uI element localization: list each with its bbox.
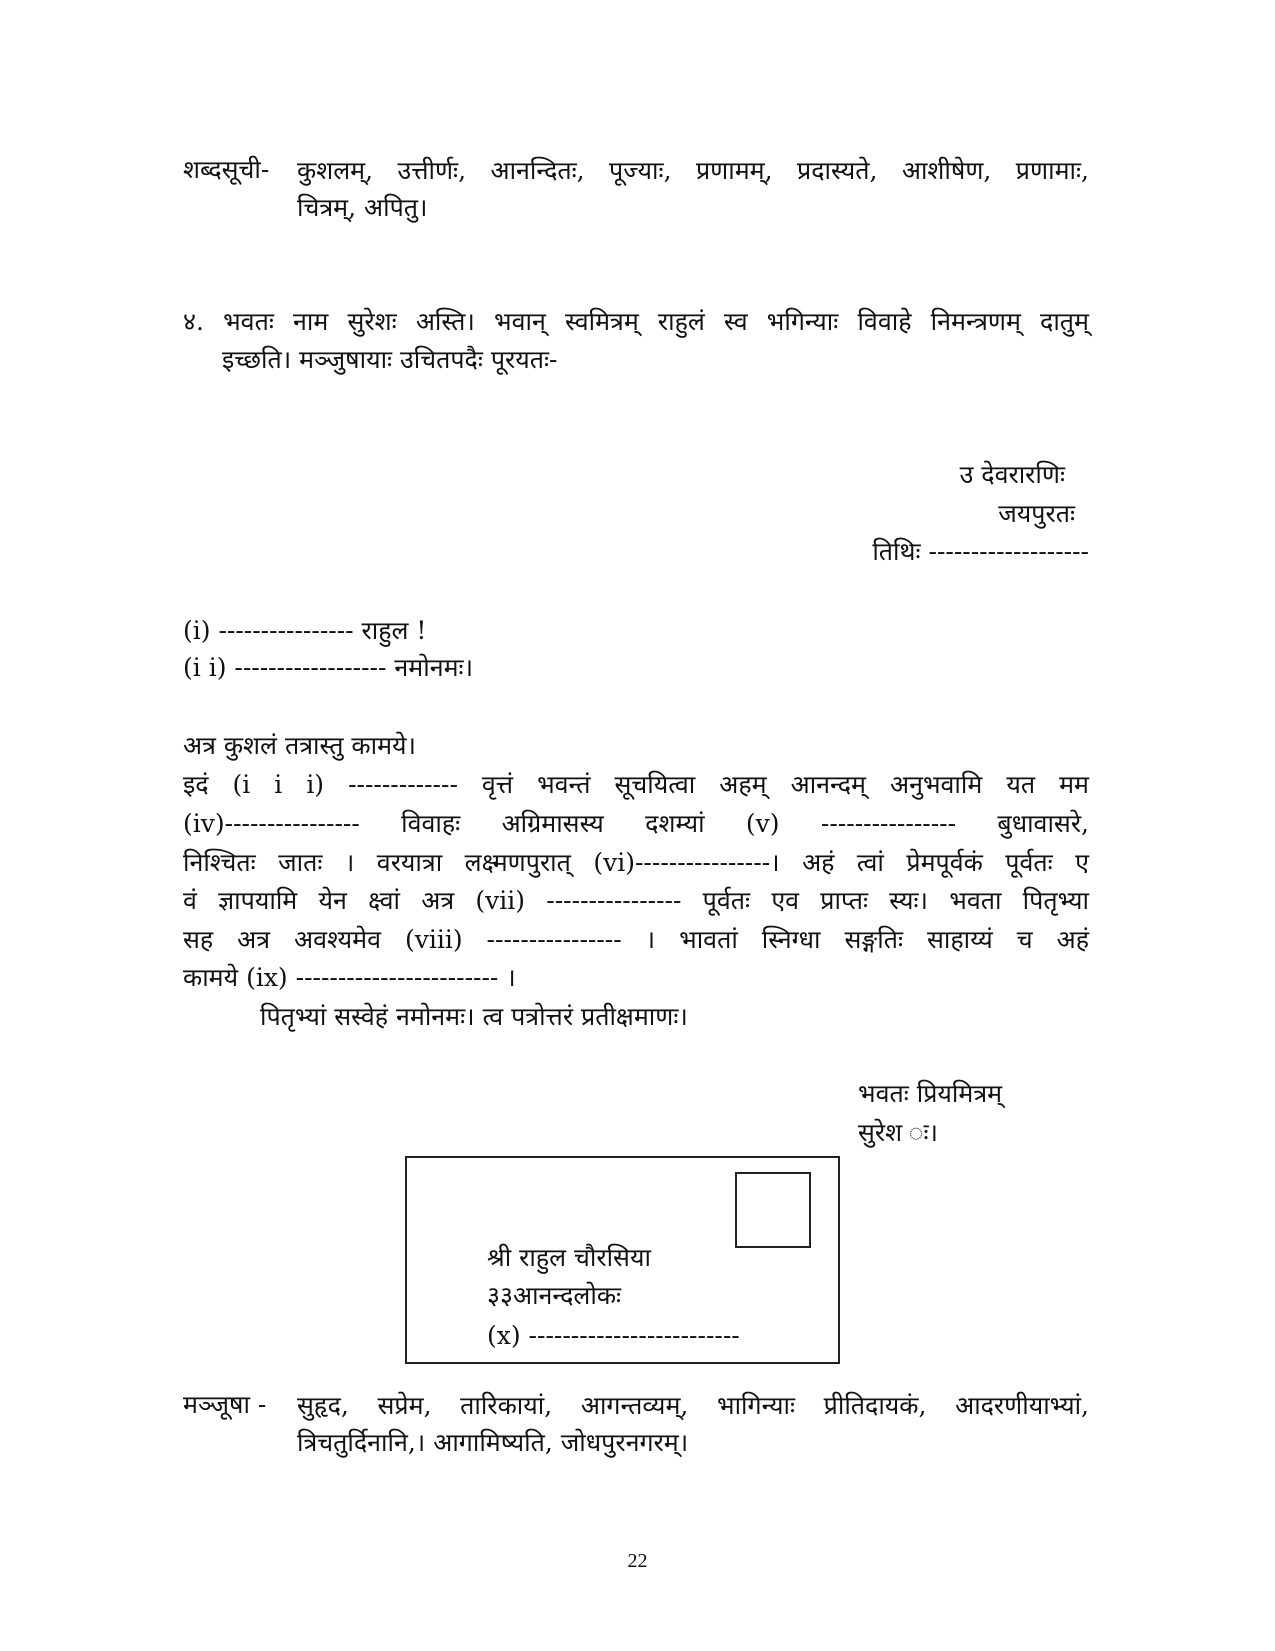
body-line-1: इदं (i i i) ------------- वृत्तं भवन्तं सूचयित्वा अहम् आनन्दम् अनुभवामि यत मम <box>183 770 1089 799</box>
envelope-address: ३३आनन्दलोकः <box>487 1281 622 1310</box>
question-line-1: ४. भवतः नाम सुरेशः अस्ति। भवान् स्वमित्रम् राहुलं स्व भगिन्याः विवाहे निमन्त्रणम् दातुम् <box>183 307 1089 336</box>
word-box-line-2: त्रिचतुर्दिनानि,। आगामिष्यति, जोधपुरनगरम्। <box>297 1428 689 1457</box>
word-box-line-1: सुहृद, सप्रेम, तारिकायां, आगन्तव्यम्, भागिन्याः प्रीतिदायकं, आदरणीयाभ्यां, <box>297 1391 1089 1420</box>
body-last-line: कामये (ix) ------------------------ । <box>183 963 516 992</box>
envelope <box>405 1156 840 1364</box>
wordlist-line-1: कुशलम्, उत्तीर्णः, आनन्दितः, पूज्याः, प्रणामम्, प्रदास्यते, आशीषेण, प्रणामाः, <box>297 156 1089 185</box>
salutation-line-2: (i i) ------------------ नमोनमः। <box>183 653 474 682</box>
body-line-4: वं ज्ञापयामि येन क्ष्वां अत्र (vii) ---------------- पूर्वतः एव प्राप्तः स्यः। भवता पितृभ्या <box>183 886 1089 915</box>
letter-date: तिथिः ------------------- <box>872 537 1089 566</box>
question-line-2: इच्छति। मञ्जुषायाः उचितपदैः पूरयतः- <box>222 345 558 374</box>
body-line-3: निश्चितः जातः । वरयात्रा लक्ष्मणपुरात् (vi)----------------। अहं त्वां प्रेमपूर्वकं पूर्वतः ए <box>183 848 1089 877</box>
sender-address-line-1: उ देवरारणिः <box>959 460 1065 489</box>
body-closing: पितृभ्यां सस्वेहं नमोनमः। त्व पत्रोत्तरं प्रतीक्षमाणः। <box>260 1002 688 1031</box>
page-number: 22 <box>627 1550 648 1572</box>
wordlist-line-2: चित्रम्, अपितु। <box>297 193 428 222</box>
signature-line-1: भवतः प्रियमित्रम् <box>858 1079 1003 1108</box>
body-line-5: सह अत्र अवश्यमेव (viii) ---------------- । भावतां स्निग्धा सङ्गतिः साहाय्यं च अहं <box>183 925 1089 954</box>
word-box-label: मञ्जूषा - <box>183 1390 267 1419</box>
wordlist-label: शब्दसूची- <box>183 155 270 184</box>
body-opening: अत्र कुशलं तत्रास्तु कामये। <box>183 731 416 760</box>
salutation-line-1: (i) ---------------- राहुल ! <box>183 616 427 645</box>
stamp-box <box>735 1172 811 1248</box>
envelope-blank: (x) ------------------------- <box>487 1321 740 1350</box>
sender-address-line-2: जयपुरतः <box>998 499 1075 528</box>
envelope-name: श्री राहुल चौरसिया <box>487 1243 651 1272</box>
signature-line-2: सुरेश ः। <box>858 1118 939 1147</box>
body-line-2: (iv)---------------- विवाहः अग्रिमासस्य दशम्यां (v) ---------------- बुधावासरे, <box>183 809 1089 838</box>
